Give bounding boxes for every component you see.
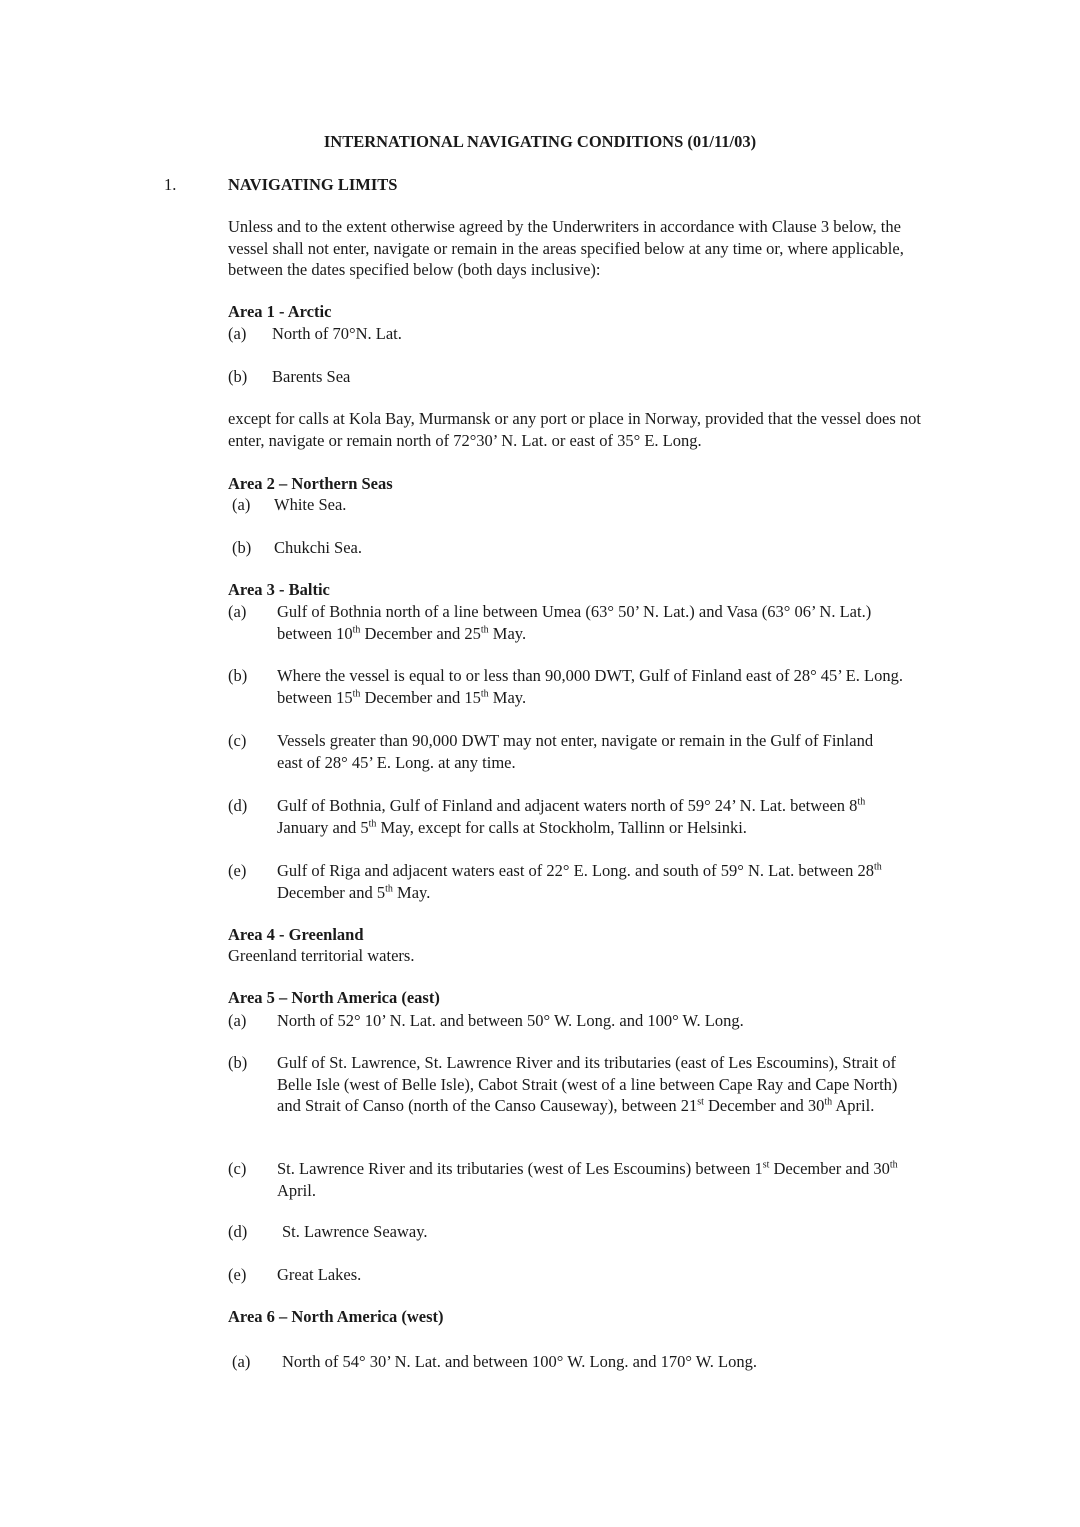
- item-text: Chukchi Sea.: [274, 538, 362, 557]
- area-5-item-c: [228, 1158, 928, 1201]
- area-2-heading: Area 2 – Northern Seas: [228, 474, 393, 493]
- item-label: (b): [228, 666, 248, 685]
- area-1-note: except for calls at Kola Bay, Murmansk or any port or place in Norway, provided that the vessel does not enter, navigate or remain north of 72°30’ N. Lat. or east of 35° E. Long.: [228, 409, 921, 450]
- item-label: (e): [228, 1265, 247, 1284]
- item-text: North of 70°N. Lat.: [272, 324, 402, 343]
- area-5-item-b: [228, 1052, 928, 1117]
- area-4-heading: Area 4 - Greenland: [228, 925, 364, 944]
- area-6-heading: Area 6 – North America (west): [228, 1307, 444, 1326]
- document-title: INTERNATIONAL NAVIGATING CONDITIONS (01/11/03): [323, 132, 757, 151]
- item-label: (b): [232, 538, 252, 557]
- item-label: (d): [228, 796, 248, 815]
- item-text: Gulf of Bothnia north of a line between Umea (63° 50’ N. Lat.) and Vasa (63° 06’ N. Lat.) between 10th December and 25th May.: [277, 602, 872, 643]
- item-label: (c): [228, 731, 247, 750]
- item-text: Great Lakes.: [277, 1265, 362, 1284]
- item-text: White Sea.: [274, 495, 347, 514]
- section-number: 1.: [164, 175, 177, 194]
- item-text: St. Lawrence Seaway.: [282, 1222, 428, 1241]
- area-2-item-b: [232, 537, 932, 559]
- item-label: (d): [228, 1222, 248, 1241]
- item-label: (a): [228, 1011, 247, 1030]
- item-label: (a): [228, 324, 247, 343]
- area-1-heading: Area 1 - Arctic: [228, 302, 332, 321]
- area-3-item-c: [228, 730, 928, 773]
- area-5-heading: Area 5 – North America (east): [228, 988, 440, 1007]
- area-3-item-a: [228, 601, 928, 644]
- item-text: Gulf of St. Lawrence, St. Lawrence River and its tributaries (east of Les Escoumins), Strait of Belle Isle (west of Belle Isle), Cabot Strait (west of a line between Cape Ray and Cape North) and Strait of Canso (north of the Canso Causeway), between 21st December and 30th April.: [277, 1053, 898, 1115]
- item-text: Gulf of Riga and adjacent waters east of 22° E. Long. and south of 59° N. Lat. between 28th December and 5th May.: [277, 861, 882, 902]
- item-text: Gulf of Bothnia, Gulf of Finland and adjacent waters north of 59° 24’ N. Lat. between 8th January and 5th May, except for calls at Stockholm, Tallinn or Helsinki.: [277, 796, 866, 837]
- item-label: (a): [228, 602, 247, 621]
- item-text: Vessels greater than 90,000 DWT may not enter, navigate or remain in the Gulf of Finland east of 28° 45’ E. Long. at any time.: [277, 731, 874, 772]
- item-text: Barents Sea: [272, 367, 351, 386]
- area-5-item-e: [228, 1264, 928, 1286]
- item-text: Where the vessel is equal to or less than 90,000 DWT, Gulf of Finland east of 28° 45’ E. Long. between 15th December and 15th May.: [277, 666, 903, 707]
- area-2-item-a: [232, 494, 932, 516]
- area-1-item-b: [228, 366, 928, 388]
- intro-paragraph: Unless and to the extent otherwise agreed by the Underwriters in accordance with Clause 3 below, the vessel shall not enter, navigate or remain in the areas specified below at any time or, where applicable, between the dates specified below (both days inclusive):: [228, 217, 904, 279]
- section-title: NAVIGATING LIMITS: [228, 175, 398, 194]
- area-3-item-d: [228, 795, 928, 838]
- area-6-item-a: [232, 1351, 932, 1373]
- area-5-item-d: [228, 1221, 928, 1243]
- area-3-item-e: [228, 860, 928, 903]
- item-text: North of 52° 10’ N. Lat. and between 50° W. Long. and 100° W. Long.: [277, 1011, 744, 1030]
- area-1-item-a: [228, 323, 928, 345]
- item-label: (e): [228, 861, 247, 880]
- item-label: (b): [228, 367, 248, 386]
- item-text: North of 54° 30’ N. Lat. and between 100° W. Long. and 170° W. Long.: [282, 1352, 758, 1371]
- area-3-item-b: [228, 665, 928, 708]
- item-text: St. Lawrence River and its tributaries (west of Les Escoumins) between 1st December and 30th April.: [277, 1159, 898, 1200]
- item-label: (a): [232, 1352, 251, 1371]
- item-label: (a): [232, 495, 251, 514]
- area-5-item-a: [228, 1010, 928, 1032]
- area-3-heading: Area 3 - Baltic: [228, 580, 330, 599]
- item-label: (b): [228, 1053, 248, 1072]
- area-4-text: Greenland territorial waters.: [228, 946, 415, 965]
- item-label: (c): [228, 1159, 247, 1178]
